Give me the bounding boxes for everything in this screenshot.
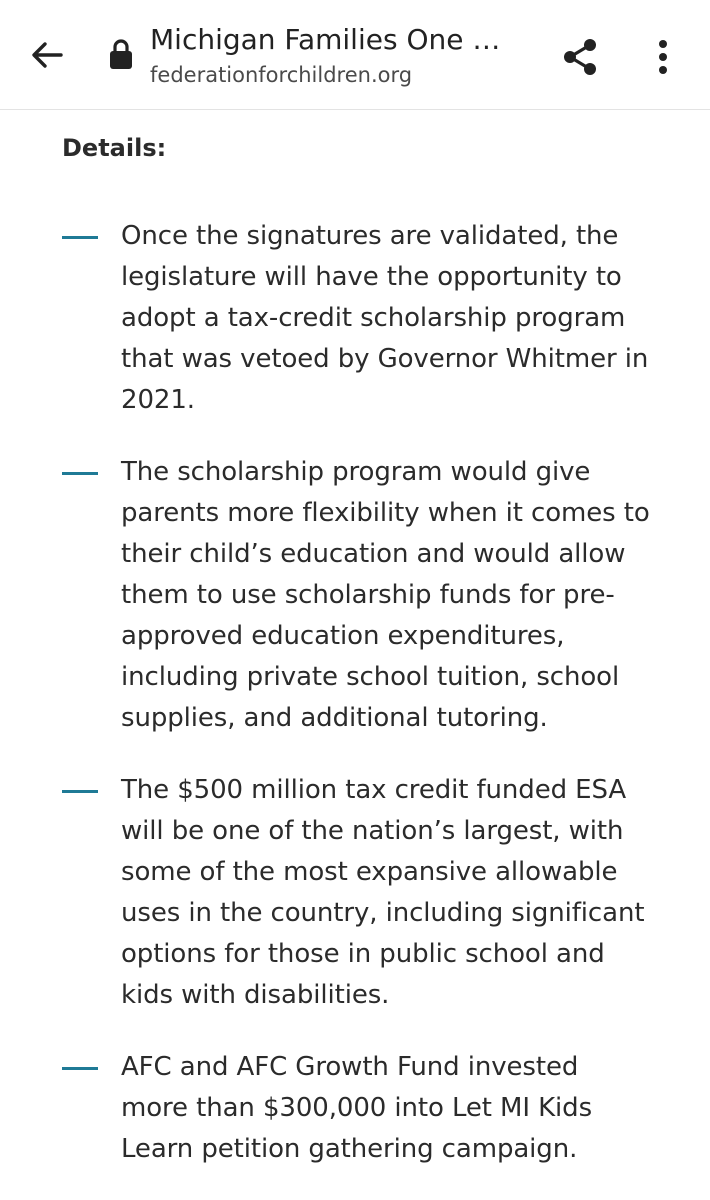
list-item <box>0 216 710 421</box>
list-item <box>0 452 710 739</box>
article-content <box>0 110 710 1200</box>
browser-toolbar <box>0 0 710 110</box>
page-title: Michigan Families One … <box>150 23 501 56</box>
more-vert-icon <box>656 38 670 76</box>
back-button[interactable] <box>22 30 72 80</box>
bullet-dash-icon <box>62 1067 98 1070</box>
page-info[interactable] <box>150 20 530 90</box>
bullet-dash-icon <box>62 472 98 475</box>
lock-icon <box>108 38 134 70</box>
bullet-dash-icon <box>62 236 98 239</box>
more-options-button[interactable] <box>640 30 686 84</box>
share-icon <box>560 37 600 77</box>
back-arrow-icon <box>29 37 65 73</box>
details-list <box>0 216 710 1200</box>
list-item-text: Once the signatures are validated, the legislature will have the opportunity to adopt a tax-credit scholarship program that was vetoed by Governor Whitmer in 2021. <box>121 221 649 415</box>
list-item-text: The scholarship program would give parents more flexibility when it comes to their child’s education and would allow them to use scholarship funds for pre-approved education expenditures, including private school tuition, school supplies, and additional tutoring. <box>121 457 650 733</box>
list-item <box>0 770 710 1016</box>
list-item-text: The $500 million tax credit funded ESA will be one of the nation’s largest, with some of the most expansive allowable uses in the country, including significant options for those in public school and kids with disabilities. <box>121 775 645 1010</box>
list-item <box>0 1047 710 1170</box>
page-domain: federationforchildren.org <box>150 63 413 87</box>
share-button[interactable] <box>553 30 607 84</box>
bullet-dash-icon <box>62 790 98 793</box>
list-item-text: AFC and AFC Growth Fund invested more than $300,000 into Let MI Kids Learn petition gathering campaign. <box>121 1052 593 1164</box>
details-heading: Details: <box>62 134 167 162</box>
